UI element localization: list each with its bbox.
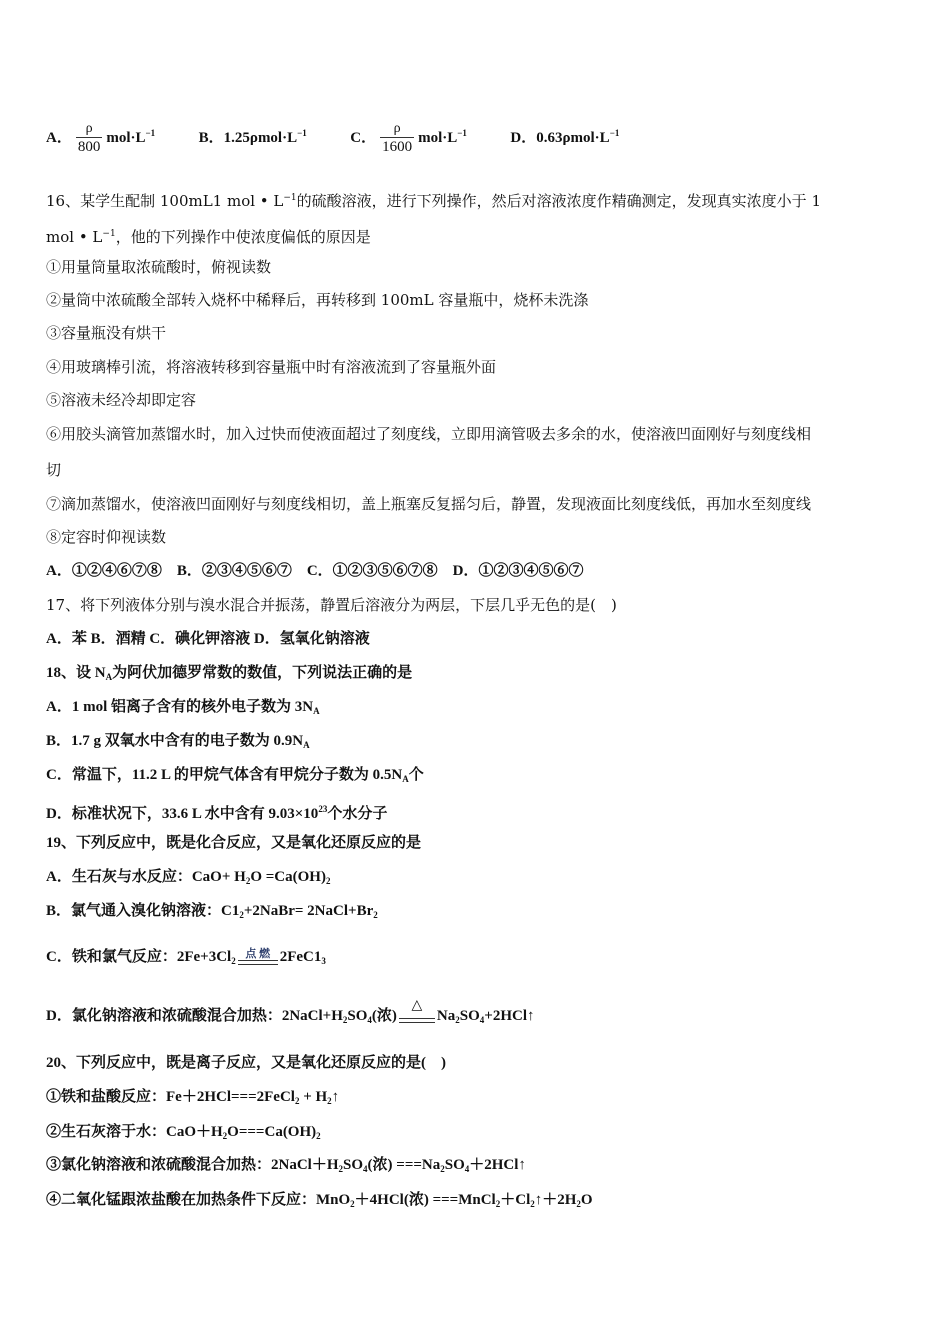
fraction: $\frac{\rho}{1600}$ — [382, 121, 413, 156]
q20-item-3: ③氯化钠溶液和浓硫酸混合加热：$2NaCl+H_2SO_4$(浓) $===Na_2SO_4+2HCl↑$ — [46, 1157, 526, 1174]
q16-item-1: ①用量筒量取浓硫酸时，俯视读数 — [46, 258, 272, 276]
q16-item-6: ⑥用胶头滴管加蒸馏水时，加入过快而使液面超过了刻度线，立即用滴管吸去多余的水，使溶液凹面刚好与刻度线相 — [46, 425, 812, 443]
q19-stem: 19、下列反应中，既是化合反应，又是氧化还原反应的是 — [46, 835, 422, 851]
q16-item-5: ⑤溶液未经冷却即定容 — [46, 391, 197, 409]
q19-option-d: D．氯化钠溶液和浓硫酸混合加热：$2NaCl+H_2SO_4$(浓) △ $Na_2SO_4+2HCl↑$ — [46, 1003, 534, 1033]
q15-option-d: D．$0.63\rho mol\cdot L^{-1}$ — [510, 128, 620, 146]
q16-item-6-cont: 切 — [46, 461, 62, 479]
q18-option-b: B．1.7 g 双氧水中含有的电子数为 $0.9N_A$ — [46, 733, 310, 750]
q16-options: A．①②④⑥⑦⑧ B．②③④⑤⑥⑦ C．①②③⑤⑥⑦⑧ D．①②③④⑤⑥⑦ — [46, 563, 584, 579]
q18-stem: 18、设 $N_A$为阿伏加德罗常数的数值，下列说法正确的是 — [46, 665, 413, 682]
q16-item-2: ②量筒中浓硫酸全部转入烧杯中稀释后，再转移到 100mL 容量瓶中，烧杯未洗涤 — [46, 291, 589, 309]
q20-stem: 20、下列反应中，既是离子反应，又是氧化还原反应的是( ) — [46, 1055, 446, 1071]
heat-condition-arrow: △ — [399, 1006, 435, 1028]
q19-option-a: A．生石灰与水反应：$CaO+ H_2O =Ca(OH)_2$ — [46, 869, 331, 886]
fraction: $\frac{\rho}{800}$ — [77, 121, 101, 156]
q15-options — [46, 110, 619, 161]
q19-option-c: C．铁和氯气反应：$2Fe+3Cl_2$ 点 燃 $2FeC1_3$ — [46, 944, 326, 974]
q16-item-3: ③容量瓶没有烘干 — [46, 324, 167, 342]
q20-item-1: ①铁和盐酸反应：Fe＋2HCl===2FeCl$_2$ + $H_2↑$ — [46, 1089, 340, 1106]
q15-option-b: B．$1.25\rho mol\cdot L^{-1}$ — [198, 128, 307, 146]
q16-stem-line1: 16、某学生配制 100mL1 mol • $L^{-1}$的硫酸溶液，进行下列操作，然后对溶液浓度作精确测定，发现真实浓度小于 1 — [46, 192, 821, 210]
q18-option-d: D．标准状况下，33.6 L 水中含有 $9.03\times 10^{23}$个水分子 — [46, 804, 388, 822]
reaction-condition-arrow: 点 燃 — [238, 947, 278, 969]
q16-item-7: ⑦滴加蒸馏水，使溶液凹面刚好与刻度线相切，盖上瓶塞反复摇匀后，静置，发现液面比刻度线低，再加水至刻度线 — [46, 495, 812, 513]
q15-option-c: C． $\frac{\rho}{1600}$ $mol\cdot L^{-1}$ — [350, 121, 467, 156]
q16-item-8: ⑧定容时仰视读数 — [46, 528, 167, 546]
q20-item-2: ②生石灰溶于水：$CaO+H_2O===Ca(OH)_2$ — [46, 1124, 321, 1141]
q17-options: A．苯 B．酒精 C．碘化钾溶液 D．氢氧化钠溶液 — [46, 631, 370, 647]
q15-option-a: A． $\frac{\rho}{800}$ $mol\cdot L^{-1}$ — [46, 121, 156, 156]
q16-item-4: ④用玻璃棒引流，将溶液转移到容量瓶中时有溶液流到了容量瓶外面 — [46, 358, 497, 376]
q20-item-4: ④二氧化锰跟浓盐酸在加热条件下反应：MnO$_2$＋4HCl(浓) $===MnCl_2+Cl_2↑+2H_2O$ — [46, 1192, 593, 1209]
q16-stem-line2: mol • $L^{-1}$，他的下列操作中使浓度偏低的原因是 — [46, 228, 371, 246]
q18-option-a: A．1 mol 铝离子含有的核外电子数为 $3N_A$ — [46, 699, 320, 716]
q18-option-c: C．常温下，11.2 L 的甲烷气体含有甲烷分子数为 $0.5N_A$个 — [46, 767, 424, 784]
q17-stem: 17、将下列液体分别与溴水混合并振荡，静置后溶液分为两层，下层几乎无色的是( ) — [46, 596, 617, 614]
q19-option-b: B．氯气通入溴化钠溶液：$C1_2+2NaBr=$ $2NaCl+Br_2$ — [46, 903, 378, 920]
